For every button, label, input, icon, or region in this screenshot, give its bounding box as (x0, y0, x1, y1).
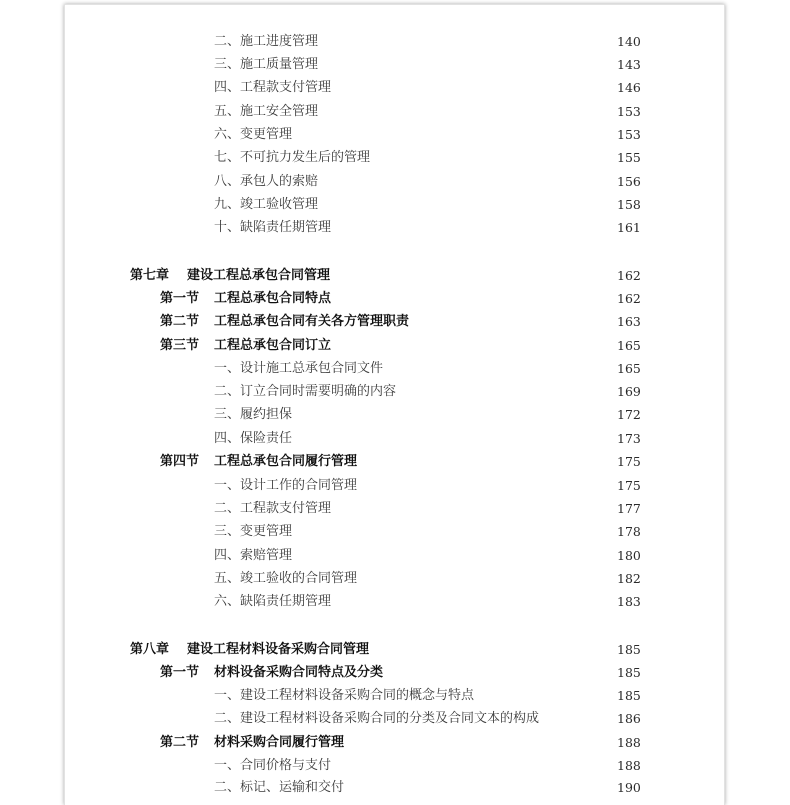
toc-item-label: 十、缺陷责任期管理 (214, 220, 332, 235)
toc-item-label: 三、施工质量管理 (214, 57, 319, 72)
toc-page-number: 153 (617, 127, 641, 142)
section-number: 第一节 (160, 665, 200, 680)
toc-item-label: 五、施工安全管理 (214, 104, 319, 119)
toc-page-number: 186 (617, 711, 641, 726)
toc-item-label: 一、设计施工总承包合同文件 (214, 361, 384, 376)
toc-page-number: 163 (617, 314, 641, 329)
section-number: 第三节 (160, 338, 200, 353)
toc-item-label: 八、承包人的索赔 (214, 174, 319, 189)
chapter-title: 建设工程总承包合同管理 (187, 268, 331, 283)
toc-page-number: 162 (617, 268, 641, 283)
toc-page-number: 177 (617, 501, 641, 516)
toc-page-number: 190 (617, 780, 641, 795)
section-number: 第四节 (160, 454, 200, 469)
toc-item-label: 七、不可抗力发生后的管理 (214, 150, 371, 165)
section-title: 工程总承包合同履行管理 (214, 454, 358, 469)
section-title: 工程总承包合同订立 (214, 338, 332, 353)
toc-item-label: 二、建设工程材料设备采购合同的分类及合同文本的构成 (214, 711, 540, 726)
chapter-number: 第七章 (130, 268, 170, 283)
chapter-number: 第八章 (130, 642, 170, 657)
toc-item-label: 三、变更管理 (214, 524, 293, 539)
toc-item-label: 二、标记、运输和交付 (214, 780, 345, 795)
toc-page-number: 185 (617, 642, 641, 657)
section-title: 材料设备采购合同特点及分类 (214, 665, 384, 680)
toc-item-label: 五、竣工验收的合同管理 (214, 571, 358, 586)
toc-item-label: 二、施工进度管理 (214, 34, 319, 49)
toc-item-label: 九、竣工验收管理 (214, 197, 319, 212)
toc-item-label: 四、工程款支付管理 (214, 80, 332, 95)
toc-page-number: 140 (617, 34, 641, 49)
toc-item-label: 一、设计工作的合同管理 (214, 478, 358, 493)
toc-page-number: 153 (617, 104, 641, 119)
toc-page-number: 165 (617, 361, 641, 376)
toc-page-number: 178 (617, 524, 641, 539)
toc-item-label: 六、缺陷责任期管理 (214, 594, 332, 609)
toc-page-number: 188 (617, 735, 641, 750)
section-number: 第一节 (160, 291, 200, 306)
toc-page-number: 172 (617, 407, 641, 422)
toc-item-label: 一、建设工程材料设备采购合同的概念与特点 (214, 688, 475, 703)
toc-page-number: 161 (617, 220, 641, 235)
toc-page-number: 156 (617, 174, 641, 189)
toc-page-number: 158 (617, 197, 641, 212)
toc-item-label: 二、工程款支付管理 (214, 501, 332, 516)
chapter-title: 建设工程材料设备采购合同管理 (187, 642, 370, 657)
toc-page-number: 165 (617, 338, 641, 353)
section-number: 第二节 (160, 314, 200, 329)
toc-item-label: 六、变更管理 (214, 127, 293, 142)
toc-page-number: 185 (617, 665, 641, 680)
toc-page-number: 162 (617, 291, 641, 306)
section-title: 工程总承包合同有关各方管理职责 (214, 314, 410, 329)
toc-item-label: 一、合同价格与支付 (214, 758, 332, 773)
toc-page-number: 155 (617, 150, 641, 165)
toc-page-number: 175 (617, 454, 641, 469)
toc-page-number: 183 (617, 594, 641, 609)
toc-item-label: 三、履约担保 (214, 407, 293, 422)
toc-item-label: 四、索赔管理 (214, 548, 293, 563)
toc-page-number: 169 (617, 384, 641, 399)
toc-item-label: 四、保险责任 (214, 431, 293, 446)
toc-page-number: 146 (617, 80, 641, 95)
toc-page-number: 188 (617, 758, 641, 773)
toc-item-label: 二、订立合同时需要明确的内容 (214, 384, 397, 399)
toc-page-number: 143 (617, 57, 641, 72)
toc-page-number: 185 (617, 688, 641, 703)
section-number: 第二节 (160, 735, 200, 750)
toc-page-number: 173 (617, 431, 641, 446)
section-title: 材料采购合同履行管理 (214, 735, 345, 750)
section-title: 工程总承包合同特点 (214, 291, 332, 306)
toc-page-number: 175 (617, 478, 641, 493)
toc-page-number: 180 (617, 548, 641, 563)
toc-page-number: 182 (617, 571, 641, 586)
